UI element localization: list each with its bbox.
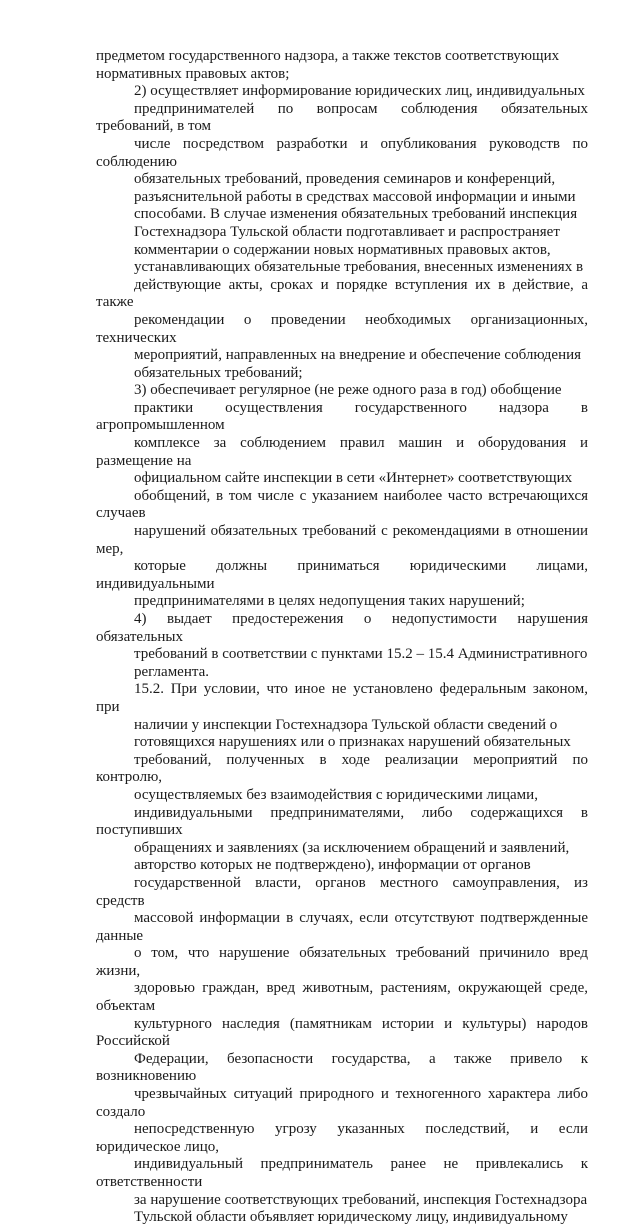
text-line: Тульской области объявляет юридическому лицу, индивидуальному <box>134 1209 568 1226</box>
text-line: обобщений, в том числе с указанием наиболее часто встречающихся случаев <box>96 487 588 522</box>
text-line: комплексе за соблюдением правил машин и оборудования и размещение на <box>96 435 588 469</box>
text-line: 2) осуществляет информирование юридических лиц, индивидуальных <box>134 83 585 100</box>
text-line: Федерации, безопасности государства, а также привело к возникновению <box>96 1050 588 1085</box>
document-body <box>96 48 588 1227</box>
text-line: нормативных правовых актов; <box>96 65 290 82</box>
text-line: обращениях и заявлениях (за исключением обращений и заявлений, <box>134 839 570 856</box>
text-line: практики осуществления государственного надзора в агропромышленном <box>96 399 588 434</box>
text-line: способами. В случае изменения обязательных требований инспекция <box>134 206 578 223</box>
text-line: обязательных требований, проведения семинаров и конференций, <box>134 171 556 188</box>
text-line: требований в соответствии с пунктами 15.2 – 15.4 Административного <box>134 646 588 663</box>
text-line: 3) обеспечивает регулярное (не реже одного раза в год) обобщение <box>134 382 562 399</box>
text-line: требований, полученных в ходе реализации мероприятий по контролю, <box>96 751 588 786</box>
text-line: культурного наследия (памятникам истории и культуры) народов Российской <box>96 1015 588 1050</box>
text-line: разъяснительной работы в средствах массовой информации и иными <box>134 188 576 205</box>
text-line: осуществляемых без взаимодействия с юридическими лицами, <box>134 786 538 803</box>
text-line: числе посредством разработки и опубликования руководств по соблюдению <box>96 135 588 170</box>
text-line: здоровью граждан, вред животным, растениям, окружающей среде, объектам <box>96 980 588 1015</box>
paragraph-4 <box>96 611 588 681</box>
text-line: государственной власти, органов местного самоуправления, из средств <box>96 874 588 909</box>
text-line: действующие акты, сроках и порядке вступления их в действие, а также <box>96 276 588 311</box>
text-line: комментарии о содержании новых нормативных правовых актов, <box>134 241 551 258</box>
paragraph-3 <box>96 382 588 611</box>
text-line: наличии у инспекции Гостехнадзора Тульской области сведений о <box>134 716 558 733</box>
text-line: официальном сайте инспекции в сети «Интернет» соответствующих <box>134 470 573 487</box>
text-line: регламента. <box>134 663 210 680</box>
text-line: устанавливающих обязательные требования, внесенных изменениях в <box>134 259 584 276</box>
text-line: чрезвычайных ситуаций природного и техногенного характера либо создало <box>96 1086 588 1120</box>
text-line: мероприятий, направленных на внедрение и обеспечение соблюдения <box>134 347 582 364</box>
text-line: непосредственную угрозу указанных последствий, и если юридическое лицо, <box>96 1121 588 1155</box>
text-line: авторство которых не подтверждено), информации от органов <box>134 857 531 874</box>
text-line: нарушений обязательных требований с рекомендациями в отношении мер, <box>96 523 588 557</box>
text-line: готовящихся нарушениях или о признаках нарушений обязательных <box>134 734 571 751</box>
text-line: которые должны приниматься юридическими лицами, индивидуальными <box>96 558 588 592</box>
text-line: массовой информации в случаях, если отсутствуют подтвержденные данные <box>96 910 588 944</box>
text-line: обязательных требований; <box>134 364 303 381</box>
text-line: индивидуальный предприниматель ранее не привлекались к ответственности <box>96 1156 588 1190</box>
paragraph-5 <box>96 681 588 1226</box>
text-line: Гостехнадзора Тульской области подготавливает и распространяет <box>134 223 560 240</box>
text-line: 4) выдает предостережения о недопустимости нарушения обязательных <box>96 611 588 645</box>
text-line: рекомендации о проведении необходимых организационных, технических <box>96 311 588 346</box>
text-line: за нарушение соответствующих требований, инспекция Гостехнадзора <box>134 1191 588 1208</box>
paragraph-1 <box>96 48 588 83</box>
text-line: предметом государственного надзора, а также текстов соответствующих <box>96 48 560 64</box>
paragraph-2 <box>96 83 588 382</box>
text-line: предпринимателей по вопросам соблюдения обязательных требований, в том <box>96 100 588 135</box>
text-line: индивидуальными предпринимателями, либо содержащихся в поступивших <box>96 804 588 839</box>
text-line: предпринимателями в целях недопущения таких нарушений; <box>134 593 525 610</box>
text-line: о том, что нарушение обязательных требований причинило вред жизни, <box>96 945 588 979</box>
text-line: 15.2. При условии, что иное не установлено федеральным законом, при <box>96 681 588 715</box>
